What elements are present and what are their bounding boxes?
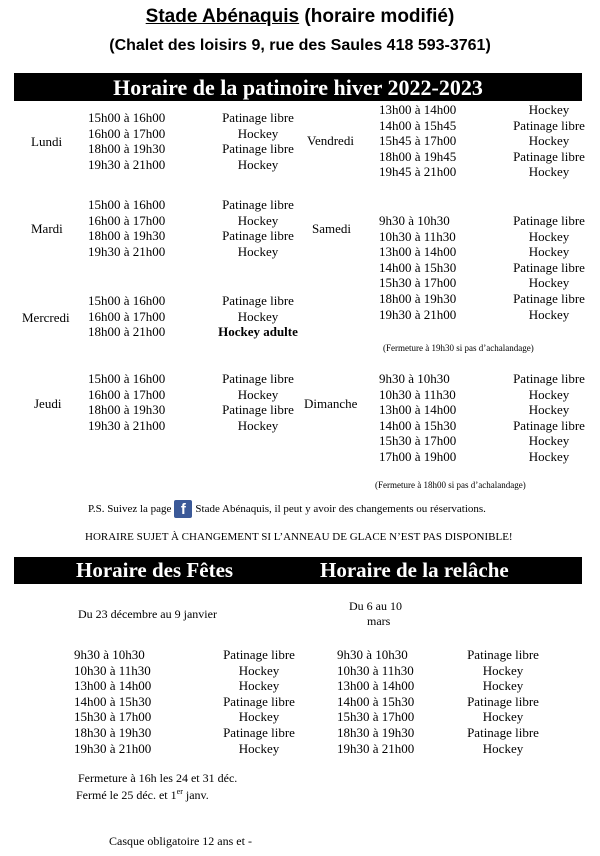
slot-activity: Hockey — [528, 386, 570, 402]
slot-time: 15h30 à 17h00 — [379, 275, 457, 291]
slot-activity: Patinage libre — [513, 417, 585, 433]
schedule-row — [74, 647, 334, 663]
slot-time: 19h30 à 21h00 — [88, 156, 166, 172]
schedule-row — [379, 118, 600, 134]
day-label-vendredi: Vendredi — [307, 133, 354, 148]
slot-activity: Hockey — [482, 662, 524, 678]
slot-time: 15h00 à 16h00 — [88, 371, 166, 386]
slot-activity: Patinage libre — [513, 259, 585, 275]
slot-time: 13h00 à 14h00 — [379, 402, 457, 418]
fetes-schedule — [74, 647, 334, 756]
slot-time: 18h30 à 19h30 — [74, 724, 152, 740]
schedule-row — [379, 449, 600, 465]
slot-time: 16h00 à 17h00 — [88, 386, 166, 402]
ps-text-before: P.S. Suivez la page — [88, 503, 172, 515]
title-suffix: (horaire modifié) — [299, 6, 455, 27]
slot-time: 17h00 à 19h00 — [379, 448, 457, 464]
helmet-note: Casque obligatoire 12 ans et - — [109, 834, 252, 848]
schedule-row — [379, 275, 600, 291]
slot-time: 19h30 à 21h00 — [379, 306, 457, 322]
slot-activity: Patinage libre — [222, 197, 294, 212]
slot-time: 10h30 à 11h30 — [337, 662, 414, 678]
releche-schedule — [337, 647, 559, 756]
fetes-note-closing: Fermeture à 16h les 24 et 31 déc. — [78, 771, 238, 785]
slot-time: 16h00 à 17h00 — [88, 212, 166, 228]
schedule-row — [379, 433, 600, 449]
slot-time: 19h30 à 21h00 — [74, 740, 152, 756]
winter-banner: Horaire de la patinoire hiver 2022-2023 — [14, 73, 582, 101]
schedule-row — [74, 678, 334, 694]
slot-activity: Hockey — [238, 678, 280, 694]
slot-activity: Hockey — [528, 133, 570, 149]
lundi-schedule — [88, 110, 318, 172]
page-subtitle: (Chalet des loisirs 9, rue des Saules 418 593-3761) — [109, 37, 491, 54]
schedule-row — [74, 694, 334, 710]
slot-time: 13h00 à 14h00 — [337, 678, 415, 694]
schedule-row — [337, 647, 559, 663]
releche-dates-line2: mars — [367, 614, 391, 628]
schedule-row — [88, 324, 318, 340]
schedule-row — [88, 387, 318, 403]
slot-time: 19h30 à 21h00 — [337, 740, 415, 756]
slot-time: 15h30 à 17h00 — [379, 433, 457, 449]
schedule-row — [379, 291, 600, 307]
slot-time: 18h00 à 19h30 — [88, 402, 166, 418]
slot-activity: Hockey — [528, 228, 570, 244]
title-venue: Stade Abénaquis — [145, 6, 300, 27]
schedule-row — [88, 228, 318, 244]
slot-activity: Hockey — [238, 709, 280, 725]
page-title — [0, 6, 600, 28]
slot-activity: Hockey — [528, 433, 570, 449]
slot-activity: Patinage libre — [513, 371, 585, 386]
slot-time: 9h30 à 10h30 — [74, 647, 145, 662]
schedule-row — [379, 260, 600, 276]
slot-activity: Patinage libre — [222, 228, 294, 244]
day-label-mercredi: Mercredi — [22, 310, 70, 325]
ps-text-after: Stade Abénaquis, il peut y avoir des changements ou réservations. — [195, 503, 486, 515]
slot-time: 14h00 à 15h45 — [379, 117, 457, 133]
slot-time: 9h30 à 10h30 — [379, 371, 450, 386]
schedule-row — [88, 110, 318, 126]
slot-time: 19h45 à 21h00 — [379, 164, 457, 180]
slot-time: 13h00 à 14h00 — [74, 678, 152, 694]
schedule-row — [88, 126, 318, 142]
slot-activity: Hockey — [528, 275, 570, 291]
slot-time: 14h00 à 15h30 — [379, 259, 457, 275]
slot-activity: Patinage libre — [223, 724, 295, 740]
schedule-row — [74, 709, 334, 725]
mardi-schedule — [88, 197, 318, 259]
slot-time: 15h00 à 16h00 — [88, 197, 166, 212]
slot-activity: Hockey — [237, 386, 279, 402]
slot-activity: Hockey — [237, 125, 279, 141]
day-label-mardi: Mardi — [31, 221, 63, 236]
slot-time: 18h00 à 19h45 — [379, 148, 457, 164]
schedule-row — [88, 244, 318, 260]
releche-dates-line1: Du 6 au 10 — [349, 599, 402, 613]
schedule-row — [379, 213, 600, 229]
slot-activity: Patinage libre — [223, 693, 295, 709]
holiday-banner-bar — [14, 557, 582, 584]
slot-time: 15h00 à 16h00 — [88, 110, 166, 125]
slot-activity: Patinage libre — [467, 693, 539, 709]
slot-time: 13h00 à 14h00 — [379, 102, 457, 117]
schedule-row — [379, 307, 600, 323]
day-label-jeudi: Jeudi — [34, 396, 62, 411]
slot-activity: Patinage libre — [222, 371, 294, 386]
slot-activity: Patinage libre — [513, 148, 585, 164]
slot-time: 18h00 à 19h30 — [88, 141, 166, 157]
fetes-dates: Du 23 décembre au 9 janvier — [78, 607, 217, 621]
schedule-row — [88, 157, 318, 173]
schedule-row — [379, 164, 600, 180]
fetes-note-closed-end: janv. — [182, 788, 209, 802]
slot-activity: Hockey — [528, 102, 570, 117]
schedule-row — [74, 725, 334, 741]
schedule-row — [337, 741, 559, 757]
slot-time: 16h00 à 17h00 — [88, 125, 166, 141]
schedule-row — [88, 141, 318, 157]
slot-activity: Patinage libre — [222, 110, 294, 125]
schedule-row — [88, 402, 318, 418]
slot-time: 19h30 à 21h00 — [88, 243, 166, 259]
slot-time: 19h30 à 21h00 — [88, 417, 166, 433]
schedule-row — [379, 229, 600, 245]
slot-time: 18h00 à 21h00 — [88, 324, 166, 340]
schedule-row — [88, 309, 318, 325]
dimanche-note: (Fermeture à 18h00 si pas d’achalandage) — [375, 480, 526, 490]
slot-activity: Patinage libre — [222, 402, 294, 418]
fetes-banner: Horaire des Fêtes — [76, 558, 234, 582]
mercredi-schedule — [88, 293, 318, 340]
schedule-row — [379, 149, 600, 165]
slot-activity: Patinage libre — [467, 647, 539, 662]
slot-time: 14h00 à 15h30 — [74, 693, 152, 709]
slot-time: 9h30 à 10h30 — [379, 213, 450, 228]
vendredi-schedule — [379, 102, 600, 180]
slot-activity: Hockey — [528, 402, 570, 418]
slot-activity: Hockey — [238, 740, 280, 756]
schedule-row — [74, 663, 334, 679]
slot-time: 13h00 à 14h00 — [379, 244, 457, 260]
schedule-row — [379, 244, 600, 260]
schedule-row — [379, 387, 600, 403]
slot-time: 15h30 à 17h00 — [74, 709, 152, 725]
dimanche-schedule — [379, 371, 600, 465]
slot-activity: Hockey adulte — [218, 324, 298, 340]
slot-activity: Hockey — [528, 244, 570, 260]
schedule-row — [88, 197, 318, 213]
slot-time: 9h30 à 10h30 — [337, 647, 408, 662]
slot-activity: Hockey — [528, 306, 570, 322]
schedule-row — [337, 709, 559, 725]
slot-activity: Hockey — [238, 662, 280, 678]
slot-activity: Patinage libre — [513, 290, 585, 306]
slot-time: 15h45 à 17h00 — [379, 133, 457, 149]
fetes-note-sup: er — [176, 787, 183, 796]
schedule-row — [337, 663, 559, 679]
slot-activity: Patinage libre — [467, 724, 539, 740]
slot-activity: Hockey — [237, 417, 279, 433]
schedule-row — [379, 418, 600, 434]
jeudi-schedule — [88, 371, 318, 433]
day-label-samedi: Samedi — [312, 221, 351, 236]
slot-activity: Patinage libre — [222, 293, 294, 308]
slot-time: 14h00 à 15h30 — [379, 417, 457, 433]
slot-time: 15h00 à 16h00 — [88, 293, 166, 308]
slot-activity: Hockey — [237, 156, 279, 172]
slot-time: 15h30 à 17h00 — [337, 709, 415, 725]
day-label-lundi: Lundi — [31, 134, 63, 149]
samedi-schedule — [379, 213, 600, 322]
schedule-row — [337, 678, 559, 694]
slot-activity: Hockey — [528, 448, 570, 464]
schedule-warning: HORAIRE SUJET À CHANGEMENT SI L’ANNEAU DE GLACE N’EST PAS DISPONIBLE! — [85, 531, 513, 543]
schedule-row — [379, 102, 600, 118]
schedule-row — [379, 371, 600, 387]
slot-time: 18h00 à 19h30 — [379, 290, 457, 306]
fetes-note-closed-text: Fermé le 25 déc. et 1 — [76, 788, 177, 802]
slot-activity: Hockey — [237, 243, 279, 259]
releche-banner: Horaire de la relâche — [320, 558, 509, 582]
slot-activity: Hockey — [237, 212, 279, 228]
slot-time: 14h00 à 15h30 — [337, 693, 415, 709]
slot-time: 16h00 à 17h00 — [88, 308, 166, 324]
facebook-icon[interactable]: f — [174, 500, 192, 518]
schedule-row — [379, 133, 600, 149]
schedule-row — [337, 725, 559, 741]
samedi-note: (Fermeture à 19h30 si pas d’achalandage) — [383, 343, 534, 353]
slot-activity: Hockey — [482, 678, 524, 694]
schedule-row — [74, 741, 334, 757]
slot-activity: Hockey — [237, 308, 279, 324]
slot-activity: Patinage libre — [222, 141, 294, 157]
slot-time: 10h30 à 11h30 — [379, 386, 456, 402]
day-label-dimanche: Dimanche — [304, 396, 358, 411]
schedule-row — [379, 402, 600, 418]
slot-time: 18h30 à 19h30 — [337, 724, 415, 740]
fetes-note-closed — [76, 787, 209, 803]
slot-activity: Patinage libre — [223, 647, 295, 662]
slot-activity: Patinage libre — [513, 117, 585, 133]
slot-time: 10h30 à 11h30 — [74, 662, 151, 678]
schedule-row — [88, 371, 318, 387]
slot-activity: Patinage libre — [513, 213, 585, 228]
slot-time: 18h00 à 19h30 — [88, 228, 166, 244]
slot-time: 10h30 à 11h30 — [379, 228, 456, 244]
schedule-row — [337, 694, 559, 710]
schedule-row — [88, 293, 318, 309]
schedule-row — [88, 418, 318, 434]
schedule-row — [88, 213, 318, 229]
slot-activity: Hockey — [482, 740, 524, 756]
slot-activity: Hockey — [528, 164, 570, 180]
slot-activity: Hockey — [482, 709, 524, 725]
ps-note — [88, 499, 486, 519]
